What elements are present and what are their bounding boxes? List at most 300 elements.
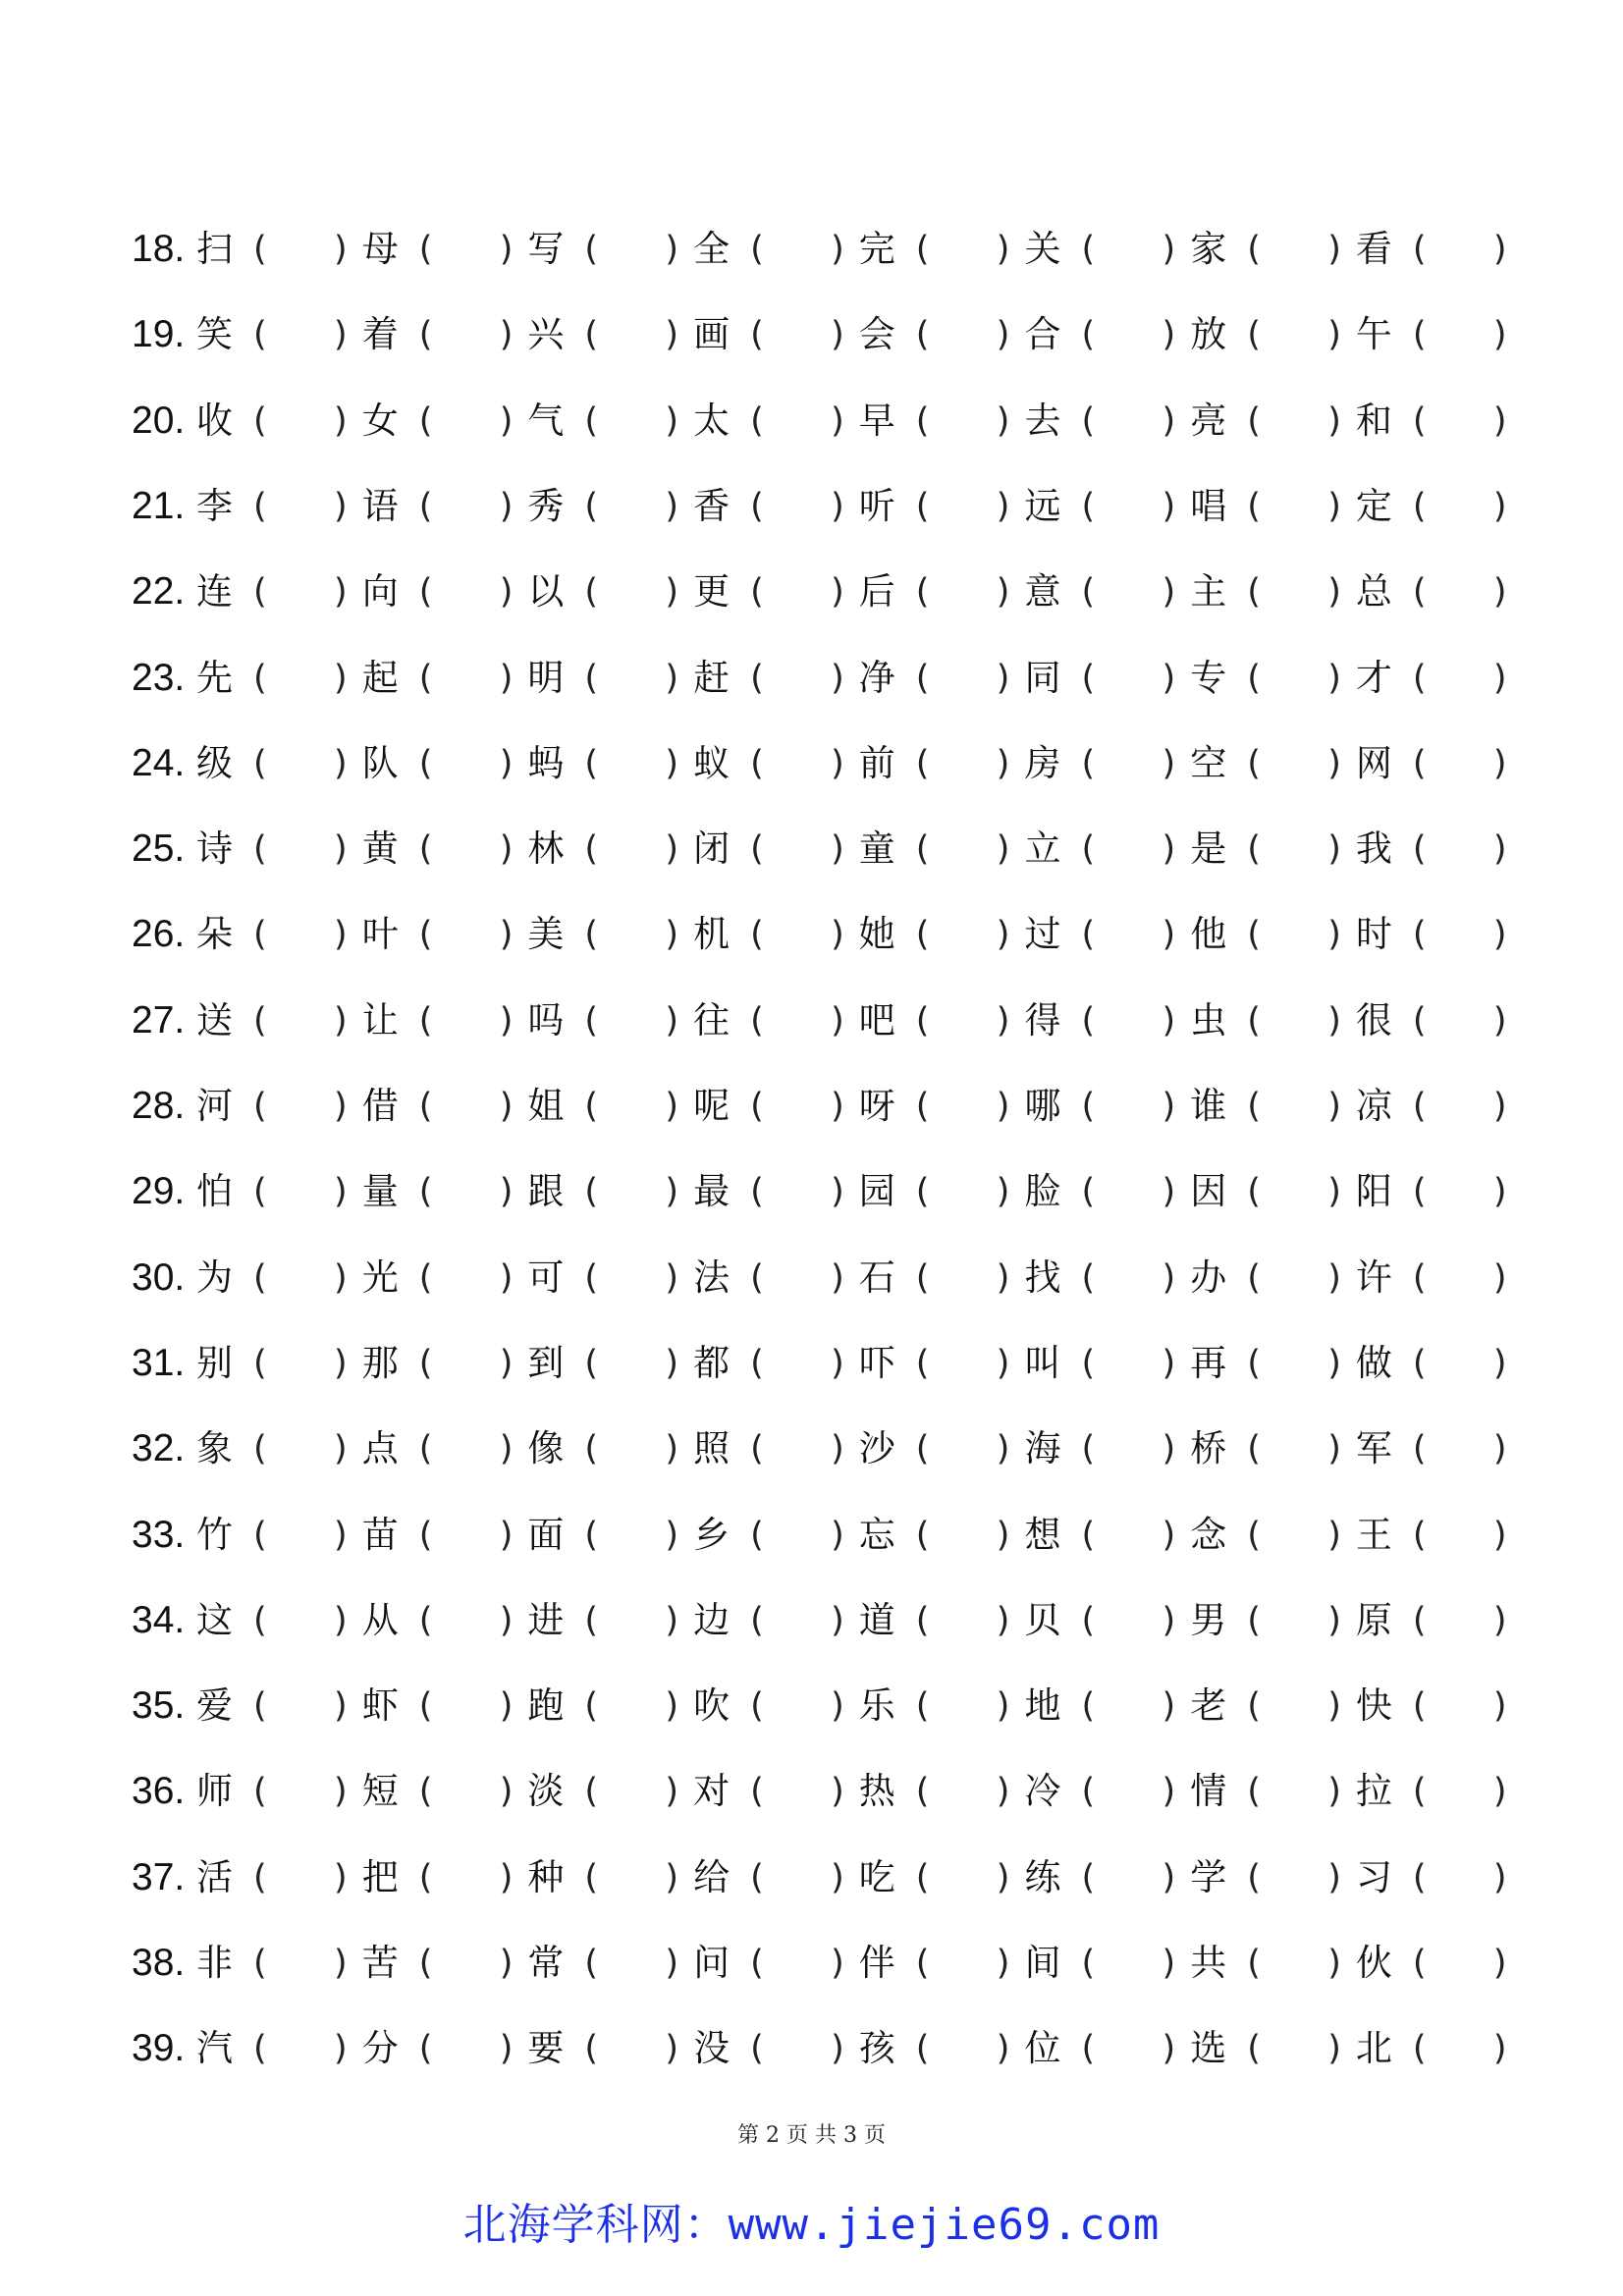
blank-open-paren: ( (750, 486, 764, 526)
character: 乐 (858, 1684, 895, 1728)
character: 办 (1190, 1255, 1227, 1299)
blank-close-paren: ) (334, 1772, 348, 1812)
character: 进 (527, 1598, 565, 1641)
row-number: 34. (132, 1598, 186, 1641)
blank-open-paren: ( (915, 915, 930, 955)
blank-open-paren: ( (1081, 1686, 1096, 1727)
blank-close-paren: ) (1162, 1857, 1176, 1897)
blank-close-paren: ) (996, 1600, 1010, 1640)
blank-close-paren: ) (1162, 230, 1176, 269)
watermark-url[interactable]: www.jiejie69.com (728, 2200, 1161, 2250)
blank-open-paren: ( (253, 1257, 267, 1298)
blank-close-paren: ) (665, 486, 679, 526)
blank-close-paren: ) (499, 572, 514, 613)
blank-open-paren: ( (584, 1429, 599, 1469)
exercise-row (0, 1152, 1623, 1231)
blank-close-paren: ) (1327, 1686, 1341, 1727)
blank-open-paren: ( (418, 572, 433, 613)
blank-open-paren: ( (915, 658, 930, 698)
character: 明 (527, 656, 565, 699)
blank-open-paren: ( (253, 315, 267, 355)
blank-close-paren: ) (499, 1515, 514, 1555)
character: 河 (196, 1085, 233, 1127)
blank-open-paren: ( (1412, 1257, 1427, 1298)
blank-open-paren: ( (1081, 829, 1096, 870)
row-number: 23. (132, 656, 186, 699)
character: 蚁 (693, 741, 730, 784)
character: 位 (1024, 2027, 1061, 2070)
blank-close-paren: ) (1162, 1087, 1176, 1126)
blank-close-paren: ) (996, 230, 1010, 269)
character: 呢 (693, 1085, 730, 1127)
character: 边 (693, 1598, 730, 1641)
character: 完 (858, 228, 895, 270)
blank-open-paren: ( (418, 1772, 433, 1812)
blank-close-paren: ) (499, 1429, 514, 1469)
character: 李 (196, 484, 233, 527)
blank-close-paren: ) (334, 1857, 348, 1897)
character: 林 (527, 828, 565, 871)
blank-close-paren: ) (996, 315, 1010, 355)
blank-close-paren: ) (665, 1000, 679, 1041)
blank-open-paren: ( (750, 1944, 764, 1983)
blank-close-paren: ) (831, 829, 844, 870)
blank-open-paren: ( (915, 315, 930, 355)
blank-open-paren: ( (750, 658, 764, 698)
blank-open-paren: ( (750, 400, 764, 441)
blank-close-paren: ) (499, 915, 514, 955)
blank-close-paren: ) (334, 315, 348, 355)
blank-close-paren: ) (831, 2029, 844, 2069)
blank-open-paren: ( (418, 1000, 433, 1041)
exercise-row (0, 210, 1623, 289)
blank-close-paren: ) (1327, 1087, 1341, 1126)
blank-open-paren: ( (1081, 1772, 1096, 1812)
blank-open-paren: ( (1081, 743, 1096, 783)
character: 去 (1024, 399, 1061, 442)
blank-open-paren: ( (584, 2029, 599, 2069)
character: 像 (527, 1427, 565, 1470)
row-number: 26. (132, 913, 186, 956)
blank-open-paren: ( (750, 2029, 764, 2069)
character: 全 (693, 228, 730, 270)
blank-close-paren: ) (499, 1087, 514, 1126)
blank-close-paren: ) (499, 658, 514, 698)
blank-open-paren: ( (915, 1686, 930, 1727)
blank-close-paren: ) (334, 1000, 348, 1041)
character: 学 (1190, 1855, 1227, 1898)
row-number: 30. (132, 1255, 186, 1299)
blank-close-paren: ) (334, 486, 348, 526)
character: 沙 (858, 1427, 895, 1470)
blank-close-paren: ) (665, 829, 679, 870)
character: 网 (1355, 741, 1392, 784)
blank-open-paren: ( (915, 1087, 930, 1126)
exercise-row (0, 1067, 1623, 1146)
character: 王 (1355, 1513, 1392, 1556)
blank-open-paren: ( (1412, 915, 1427, 955)
blank-close-paren: ) (334, 1429, 348, 1469)
row-number: 24. (132, 741, 186, 784)
blank-open-paren: ( (1247, 1515, 1261, 1555)
blank-open-paren: ( (1081, 1000, 1096, 1041)
character: 点 (361, 1427, 399, 1470)
blank-open-paren: ( (1247, 400, 1261, 441)
blank-open-paren: ( (418, 1944, 433, 1983)
character: 跑 (527, 1684, 565, 1728)
character: 往 (693, 998, 730, 1041)
blank-open-paren: ( (1247, 1257, 1261, 1298)
blank-open-paren: ( (750, 1515, 764, 1555)
blank-open-paren: ( (1412, 829, 1427, 870)
character: 忘 (858, 1513, 895, 1556)
blank-open-paren: ( (1081, 1343, 1096, 1383)
blank-open-paren: ( (915, 1257, 930, 1298)
blank-open-paren: ( (750, 315, 764, 355)
blank-close-paren: ) (665, 1172, 679, 1212)
character: 朵 (196, 913, 233, 956)
character: 照 (693, 1427, 730, 1470)
blank-open-paren: ( (584, 1172, 599, 1212)
blank-close-paren: ) (499, 2029, 514, 2069)
character: 脸 (1024, 1170, 1061, 1213)
blank-close-paren: ) (665, 743, 679, 783)
blank-open-paren: ( (1247, 658, 1261, 698)
character: 更 (693, 570, 730, 614)
character: 到 (527, 1341, 565, 1384)
row-number: 36. (132, 1770, 186, 1813)
blank-open-paren: ( (418, 1429, 433, 1469)
character: 让 (361, 998, 399, 1041)
exercise-row (0, 895, 1623, 974)
blank-close-paren: ) (831, 743, 844, 783)
blank-open-paren: ( (584, 486, 599, 526)
character: 赶 (693, 656, 730, 699)
character: 空 (1190, 741, 1227, 784)
blank-close-paren: ) (996, 1686, 1010, 1727)
character: 伙 (1355, 1942, 1392, 1984)
character: 凉 (1355, 1085, 1392, 1127)
blank-close-paren: ) (665, 1600, 679, 1640)
blank-close-paren: ) (831, 315, 844, 355)
blank-open-paren: ( (1247, 743, 1261, 783)
character: 意 (1024, 570, 1061, 614)
character: 常 (527, 1942, 565, 1984)
blank-close-paren: ) (499, 486, 514, 526)
character: 要 (527, 2027, 565, 2070)
blank-open-paren: ( (253, 1944, 267, 1983)
character: 向 (361, 570, 399, 614)
character: 气 (527, 399, 565, 442)
blank-open-paren: ( (253, 486, 267, 526)
character: 他 (1190, 913, 1227, 956)
character: 级 (196, 741, 233, 784)
blank-open-paren: ( (915, 486, 930, 526)
blank-close-paren: ) (499, 829, 514, 870)
character: 都 (693, 1341, 730, 1384)
blank-open-paren: ( (584, 1772, 599, 1812)
blank-open-paren: ( (750, 1257, 764, 1298)
character: 活 (196, 1855, 233, 1898)
blank-close-paren: ) (499, 1944, 514, 1983)
blank-open-paren: ( (1412, 1600, 1427, 1640)
character: 黄 (361, 828, 399, 871)
blank-open-paren: ( (1081, 658, 1096, 698)
row-number: 27. (132, 998, 186, 1041)
blank-close-paren: ) (1492, 2029, 1507, 2069)
blank-open-paren: ( (1247, 486, 1261, 526)
character: 老 (1190, 1684, 1227, 1728)
blank-close-paren: ) (1492, 400, 1507, 441)
blank-close-paren: ) (334, 1172, 348, 1212)
blank-open-paren: ( (1412, 1944, 1427, 1983)
blank-open-paren: ( (418, 2029, 433, 2069)
blank-close-paren: ) (665, 1686, 679, 1727)
blank-open-paren: ( (1412, 1000, 1427, 1041)
character: 机 (693, 913, 730, 956)
blank-close-paren: ) (1162, 1772, 1176, 1812)
blank-open-paren: ( (1412, 400, 1427, 441)
character: 对 (693, 1770, 730, 1813)
character: 竹 (196, 1513, 233, 1556)
blank-open-paren: ( (915, 743, 930, 783)
blank-close-paren: ) (334, 1944, 348, 1983)
character: 合 (1024, 313, 1061, 356)
blank-open-paren: ( (1247, 1172, 1261, 1212)
blank-close-paren: ) (1162, 1172, 1176, 1212)
blank-open-paren: ( (1081, 400, 1096, 441)
blank-open-paren: ( (253, 1429, 267, 1469)
blank-close-paren: ) (665, 1429, 679, 1469)
blank-open-paren: ( (584, 572, 599, 613)
blank-open-paren: ( (1412, 1343, 1427, 1383)
blank-open-paren: ( (253, 1087, 267, 1126)
blank-close-paren: ) (831, 1000, 844, 1041)
exercise-row (0, 1924, 1623, 2002)
character: 吃 (858, 1855, 895, 1898)
blank-close-paren: ) (1327, 1172, 1341, 1212)
blank-close-paren: ) (1162, 400, 1176, 441)
blank-close-paren: ) (334, 829, 348, 870)
blank-close-paren: ) (1327, 572, 1341, 613)
character: 兴 (527, 313, 565, 356)
character: 为 (196, 1255, 233, 1299)
character: 练 (1024, 1855, 1061, 1898)
blank-close-paren: ) (1327, 2029, 1341, 2069)
blank-open-paren: ( (750, 1087, 764, 1126)
blank-close-paren: ) (831, 1944, 844, 1983)
character: 是 (1190, 828, 1227, 871)
character: 听 (858, 484, 895, 527)
character: 法 (693, 1255, 730, 1299)
blank-close-paren: ) (831, 1343, 844, 1383)
blank-open-paren: ( (1412, 1087, 1427, 1126)
blank-open-paren: ( (253, 1172, 267, 1212)
blank-close-paren: ) (996, 1257, 1010, 1298)
blank-open-paren: ( (750, 1000, 764, 1041)
blank-open-paren: ( (253, 1600, 267, 1640)
row-number: 20. (132, 399, 186, 442)
character: 家 (1190, 228, 1227, 270)
character: 海 (1024, 1427, 1061, 1470)
row-number: 18. (132, 228, 186, 270)
character: 象 (196, 1427, 233, 1470)
character: 以 (527, 570, 565, 614)
row-number: 32. (132, 1427, 186, 1470)
blank-open-paren: ( (418, 658, 433, 698)
blank-open-paren: ( (1412, 1857, 1427, 1897)
character: 和 (1355, 399, 1392, 442)
blank-close-paren: ) (1327, 1000, 1341, 1041)
blank-open-paren: ( (584, 1257, 599, 1298)
blank-open-paren: ( (1247, 1343, 1261, 1383)
blank-close-paren: ) (831, 915, 844, 955)
character: 笑 (196, 313, 233, 356)
character: 找 (1024, 1255, 1061, 1299)
blank-open-paren: ( (1247, 572, 1261, 613)
blank-close-paren: ) (334, 1257, 348, 1298)
character: 习 (1355, 1855, 1392, 1898)
blank-close-paren: ) (831, 1772, 844, 1812)
blank-open-paren: ( (1247, 1857, 1261, 1897)
blank-open-paren: ( (418, 230, 433, 269)
blank-open-paren: ( (750, 829, 764, 870)
character: 立 (1024, 828, 1061, 871)
blank-open-paren: ( (1247, 2029, 1261, 2069)
blank-close-paren: ) (831, 1429, 844, 1469)
character: 情 (1190, 1770, 1227, 1813)
blank-open-paren: ( (1247, 915, 1261, 955)
character: 亮 (1190, 399, 1227, 442)
blank-close-paren: ) (1492, 486, 1507, 526)
character: 做 (1355, 1341, 1392, 1384)
character: 苗 (361, 1513, 399, 1556)
blank-open-paren: ( (418, 1343, 433, 1383)
character: 后 (858, 570, 895, 614)
blank-open-paren: ( (253, 1343, 267, 1383)
blank-close-paren: ) (1162, 1600, 1176, 1640)
character: 苦 (361, 1942, 399, 1984)
blank-open-paren: ( (418, 1172, 433, 1212)
blank-close-paren: ) (334, 1087, 348, 1126)
blank-close-paren: ) (665, 1772, 679, 1812)
exercise-row (0, 1496, 1623, 1575)
exercise-row (0, 2009, 1623, 2088)
blank-close-paren: ) (1492, 1343, 1507, 1383)
blank-close-paren: ) (1492, 315, 1507, 355)
blank-open-paren: ( (584, 230, 599, 269)
blank-open-paren: ( (584, 829, 599, 870)
character: 借 (361, 1085, 399, 1127)
exercise-row (0, 1667, 1623, 1745)
blank-open-paren: ( (915, 1172, 930, 1212)
blank-open-paren: ( (1247, 315, 1261, 355)
character: 才 (1355, 656, 1392, 699)
blank-close-paren: ) (1327, 1600, 1341, 1640)
blank-open-paren: ( (253, 400, 267, 441)
character: 那 (361, 1341, 399, 1384)
blank-open-paren: ( (1412, 1429, 1427, 1469)
blank-close-paren: ) (1327, 1944, 1341, 1983)
blank-open-paren: ( (750, 1857, 764, 1897)
character: 园 (858, 1170, 895, 1213)
blank-open-paren: ( (915, 2029, 930, 2069)
blank-close-paren: ) (996, 829, 1010, 870)
row-number: 22. (132, 570, 186, 614)
blank-open-paren: ( (915, 1000, 930, 1041)
character: 我 (1355, 828, 1392, 871)
blank-open-paren: ( (584, 400, 599, 441)
character: 乡 (693, 1513, 730, 1556)
character: 闭 (693, 828, 730, 871)
blank-close-paren: ) (665, 2029, 679, 2069)
blank-open-paren: ( (1412, 1686, 1427, 1727)
blank-close-paren: ) (1162, 572, 1176, 613)
blank-open-paren: ( (1081, 1087, 1096, 1126)
blank-close-paren: ) (831, 1172, 844, 1212)
character: 许 (1355, 1255, 1392, 1299)
blank-close-paren: ) (334, 2029, 348, 2069)
blank-close-paren: ) (665, 1257, 679, 1298)
blank-open-paren: ( (253, 572, 267, 613)
blank-open-paren: ( (1247, 230, 1261, 269)
blank-open-paren: ( (750, 572, 764, 613)
character: 唱 (1190, 484, 1227, 527)
character: 拉 (1355, 1770, 1392, 1813)
watermark[interactable] (0, 2189, 1623, 2252)
page-number: 第 2 页 共 3 页 (737, 2123, 886, 2148)
character: 从 (361, 1598, 399, 1641)
character: 很 (1355, 998, 1392, 1041)
character: 想 (1024, 1513, 1061, 1556)
character: 道 (858, 1598, 895, 1641)
exercise-row (0, 553, 1623, 631)
blank-open-paren: ( (750, 230, 764, 269)
character: 问 (693, 1942, 730, 1984)
blank-close-paren: ) (1327, 315, 1341, 355)
blank-open-paren: ( (1412, 572, 1427, 613)
blank-close-paren: ) (1492, 658, 1507, 698)
blank-open-paren: ( (418, 1257, 433, 1298)
blank-open-paren: ( (1081, 1857, 1096, 1897)
blank-close-paren: ) (334, 1600, 348, 1640)
exercise-row (0, 382, 1623, 460)
character: 原 (1355, 1598, 1392, 1641)
blank-open-paren: ( (418, 1087, 433, 1126)
blank-close-paren: ) (665, 1944, 679, 1983)
exercise-row (0, 295, 1623, 374)
blank-open-paren: ( (915, 1343, 930, 1383)
blank-open-paren: ( (1081, 1172, 1096, 1212)
blank-close-paren: ) (334, 1686, 348, 1727)
blank-open-paren: ( (584, 658, 599, 698)
blank-close-paren: ) (1492, 1772, 1507, 1812)
character: 时 (1355, 913, 1392, 956)
blank-close-paren: ) (665, 1087, 679, 1126)
blank-close-paren: ) (1162, 1429, 1176, 1469)
blank-close-paren: ) (831, 658, 844, 698)
blank-open-paren: ( (1247, 1000, 1261, 1041)
blank-close-paren: ) (996, 1000, 1010, 1041)
exercise-row (0, 467, 1623, 546)
blank-close-paren: ) (1327, 1343, 1341, 1383)
blank-close-paren: ) (334, 658, 348, 698)
character: 地 (1024, 1684, 1061, 1728)
blank-open-paren: ( (1247, 1087, 1261, 1126)
character: 跟 (527, 1170, 565, 1213)
blank-open-paren: ( (915, 1515, 930, 1555)
blank-close-paren: ) (665, 1857, 679, 1897)
